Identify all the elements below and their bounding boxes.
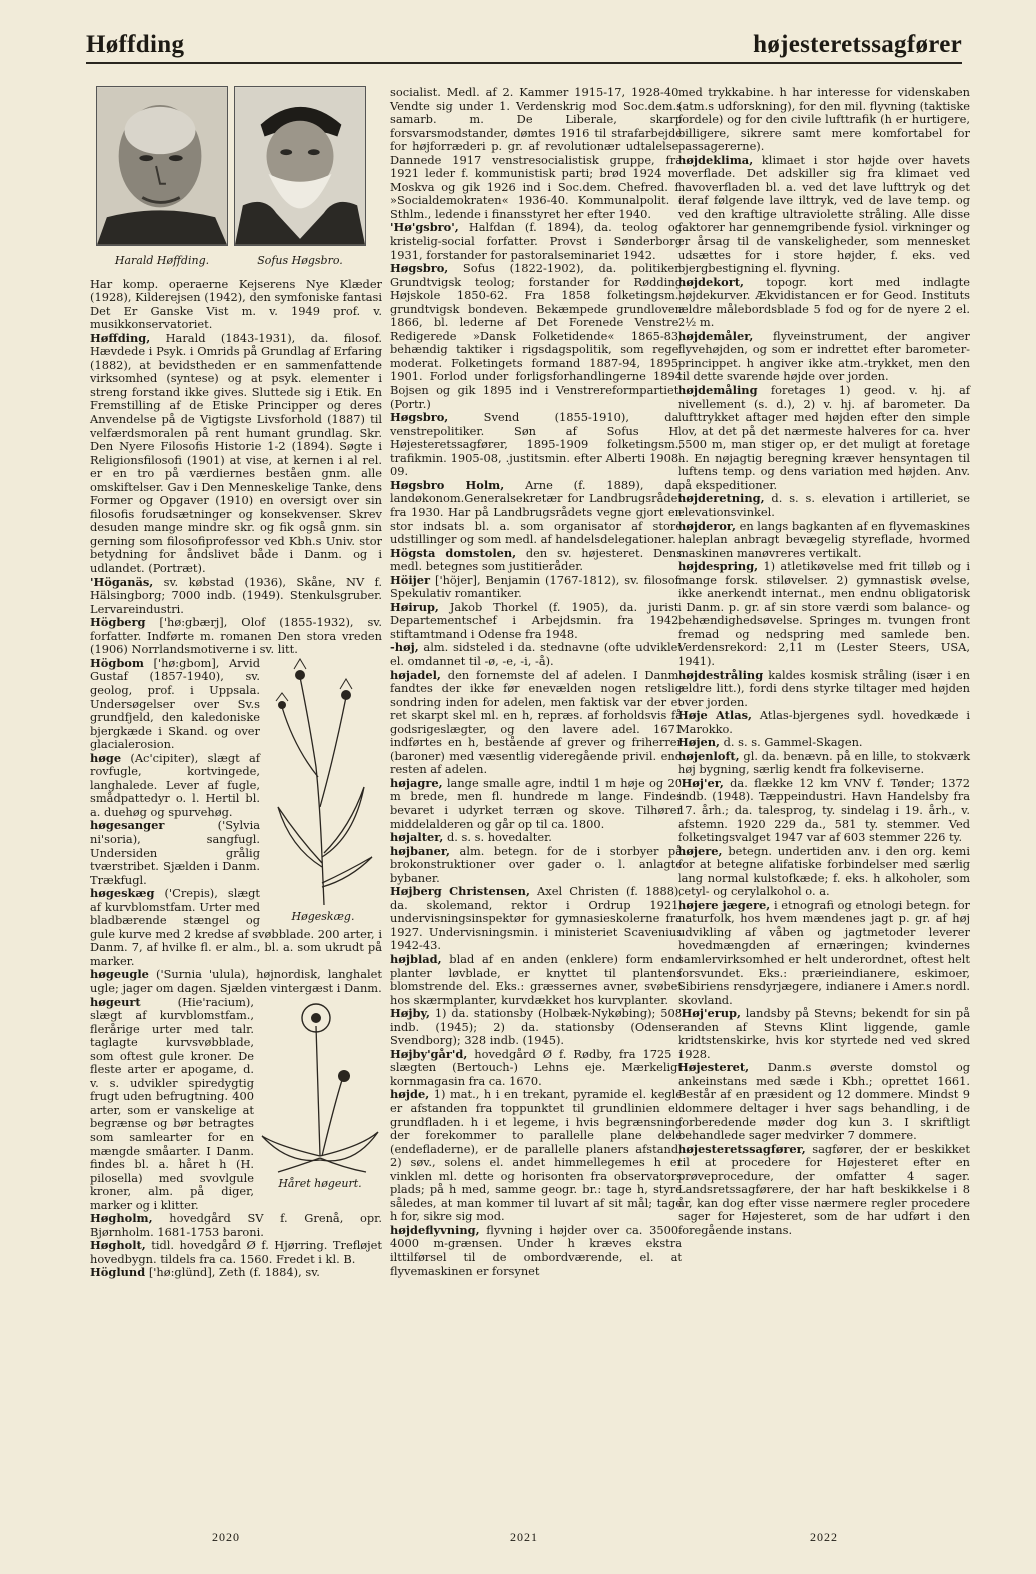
entry bbox=[678, 154, 970, 276]
portrait-row bbox=[96, 86, 366, 268]
entry bbox=[678, 669, 970, 710]
entry-headword: Højesteret, bbox=[678, 1060, 750, 1075]
entry-text: flyvning i højder over ca. 3500-4000 m-grænsen. Under h kræves ekstra ilttilførsel til de ombordværende, el. at flyvemaskinen er forsynet bbox=[390, 1222, 682, 1278]
entry-text: ('Sylvia ni'soria), sangfugl. Undersiden grålig tværstribet. Sjælden i Danm. Trækfugl. bbox=[90, 818, 260, 887]
entry-headword: højdespring, bbox=[678, 559, 759, 574]
entry-headword: Høirup, bbox=[390, 599, 439, 614]
entry-text: lange smalle agre, indtil 1 m høje og 20 m brede, men fl. hundrede m lange. Findes bevaret i udyrket terræn og skove. Tilhører middelalderen og går op til ca. 1800. bbox=[390, 775, 683, 831]
entry-headword: Højby, bbox=[390, 1006, 430, 1021]
entry-text: d. s. s. hovedalter. bbox=[446, 830, 552, 845]
entry bbox=[678, 777, 970, 845]
page-number-left: 2020 bbox=[212, 1530, 240, 1544]
entry-headword: høgeskæg bbox=[90, 886, 155, 901]
entry bbox=[678, 1007, 970, 1061]
column-2 bbox=[390, 86, 682, 1278]
entry-text: Arne (f. 1889), da. landøkonom.Generalsekretær for Landbrugsrådet fra 1930. Har på Landbrugsrådets vegne gjort en stor indsats bl. a. som organisator af store udstillinger og som medl. af handelsdelegationer. bbox=[390, 477, 682, 547]
entry-headword: højdemåling bbox=[678, 383, 758, 398]
entry-text: Svend (1855-1910), da. venstrepolitiker. Søn af Sofus H. Højesteretssagfører, 1895-1909 folketingsm., trafikmin. 1905-08, .justitsmin. efter Alberti 1908-09. bbox=[390, 410, 682, 479]
entry-headword: højdekort, bbox=[678, 274, 744, 289]
entry-text: topogr. kort med indlagte højdekurver. Ækvidistancen er for Geod. Instituts ældre målebordsblade 5 fod og for de nyere 2 el. 2½ m. bbox=[678, 274, 970, 330]
header-left-word: Høffding bbox=[86, 31, 185, 58]
entry bbox=[390, 831, 682, 845]
header-right-word: højesteretssagfører bbox=[753, 31, 962, 58]
entry bbox=[390, 547, 682, 574]
entry-headword: Høgsbro, bbox=[390, 410, 449, 425]
entry-text: da. flække 12 km VNV f. Tønder; 1372 indb. (1948). Tæppeindustri. Havn Handelsby fra 17. årh.; da. talesprog, ty. sindelag i 19. årh., v. afstemn. 1920 229 da., 581 ty. stemmer. Ved folketingsvalget 1947 var af 603 stemmer 226 ty. bbox=[678, 775, 970, 845]
entry-text: den sv. højesteret. Dens medl. betegnes som justitieråder. bbox=[390, 545, 682, 574]
column-3 bbox=[678, 86, 970, 1237]
entry-headword: Högbom bbox=[90, 655, 144, 670]
entry-headword: 'Hø'gsbro', bbox=[390, 220, 459, 235]
entry-headword: høgesanger bbox=[90, 818, 165, 833]
entry-text: Halfdan (f. 1894), da. teolog og kristelig-social forfatter. Provst i Sønderborg 1931, forstander for pastoralseminariet 1942. bbox=[390, 220, 682, 262]
entry-text: ['hø:gbom], Arvid Gustaf (1857-1940), sv. geolog, prof. i Uppsala. Undersøgelser over Sv.s grundfjeld, den kaledoniske bjergkæde i Skand. og over glacialerosion. bbox=[90, 655, 260, 752]
entry-headword: 'Høj'erup, bbox=[678, 1006, 741, 1021]
entry-headword: højenloft, bbox=[678, 748, 740, 763]
entry-text: (Ac'cipiter), slægt af rovfugle, kortvingede, langhalede. Lever af fugle, smådpattedyr o. l. Hertil bl. a. duehøg og spurvehøg. bbox=[90, 750, 261, 819]
entry-headword: Högberg bbox=[90, 615, 146, 630]
entry-headword: Højby'går'd, bbox=[390, 1046, 468, 1061]
entry-headword: højdestråling bbox=[678, 667, 764, 682]
entry-text: hovedgård SV f. Grenå, opr. Bjørnholm. 1681-1753 baroni. bbox=[90, 1211, 382, 1239]
entry bbox=[678, 520, 970, 561]
entry-text: alm. sidsteled i da. stednavne (ofte udviklet el. omdannet til -ø, -e, -i, -å). bbox=[390, 640, 683, 668]
hogeskaeg-caption: Høgeskæg. bbox=[291, 910, 355, 924]
entry bbox=[90, 1212, 382, 1239]
entry-headword: højdemåler, bbox=[678, 328, 754, 343]
entry-text: tidl. hovedgård Ø f. Hjørring. Trefløjet hovedbygn. tildels fra ca. 1560. Fredet i kl. B. bbox=[90, 1238, 383, 1266]
entry-text: d. s. s. Gammel-Skagen. bbox=[723, 735, 863, 750]
entry-headword: højderetning, bbox=[678, 491, 765, 506]
entry-text: alm. betegn. for de i storbyer på brokonstruktioner over gader o. l. anlagte bybaner. bbox=[390, 843, 682, 885]
entry-headword: Höijer bbox=[390, 572, 431, 587]
entry-headword: høgeugle bbox=[90, 967, 149, 982]
entry bbox=[678, 1061, 970, 1142]
entry bbox=[390, 1048, 682, 1089]
entry-text: sv. købstad (1936), Skåne, NV f. Hälsingborg; 7000 indb. (1949). Stenkulsgruber. Lervareindustri. bbox=[90, 574, 382, 616]
entry-headword: Høgsbro Holm, bbox=[390, 477, 505, 492]
entry-headword: højbaner, bbox=[390, 843, 451, 858]
entry-headword: højere jægere, bbox=[678, 897, 771, 912]
entry-headword: højdeklima, bbox=[678, 152, 754, 167]
entry bbox=[390, 845, 682, 886]
portrait-hoffding bbox=[96, 86, 228, 268]
entry-headword: høgeurt bbox=[90, 994, 141, 1009]
entry bbox=[390, 411, 682, 479]
entry-text: kaldes kosmisk stråling (især i en ældre litt.), fordi dens styrke tiltager med højden over jorden. bbox=[678, 667, 970, 709]
entry-text: ('Crepis), slægt af kurvblomstfam. Urter med bladbærende stængel og gule kurve med 2 kredse af svøbblade. 200 arter, i Danm. 7, af hvilke fl. er alm., bl. a. som ukrudt på marker. bbox=[90, 886, 382, 968]
entry bbox=[678, 276, 970, 330]
entry-text: d. s. s. elevation i artilleriet, se elevationsvinkel. bbox=[678, 491, 970, 519]
entry-text: ['hø:glünd], Zeth (f. 1884), sv. bbox=[148, 1265, 320, 1280]
running-header bbox=[86, 24, 962, 64]
entry-text: blad af en anden (enklere) form end planter løvblade, er knyttet til plantens blomstrende del. Eks.: græssernes avner, svøbet hos skærmplanter, kurvdækket hos kurvplanter. bbox=[390, 952, 682, 1007]
entry-text: gl. da. benævn. på en lille, to stokværk høj bygning, særlig kendt fra folkeviserne. bbox=[678, 748, 970, 777]
entry-headword: Høffding, bbox=[90, 330, 151, 345]
entry-headword: Højen, bbox=[678, 735, 720, 750]
entry-text: Danm.s øverste domstol og ankeinstans med sæde i Kbh.; oprettet 1661. Består af en præsident og 12 dommere. Mindst 9 dommere deltager i hver sags behandling, i de forberedende møder dog kun 3. I skriftligt behandlede sager medvirker 7 dommere. bbox=[678, 1060, 970, 1143]
entry bbox=[390, 1224, 682, 1278]
entry-headword: Høgsbro, bbox=[390, 261, 449, 276]
entry-headword: 'Höganäs, bbox=[90, 574, 154, 589]
entry bbox=[90, 1266, 382, 1280]
entry-headword: Høgholt, bbox=[90, 1238, 146, 1253]
entry-text: 1) da. stationsby (Holbæk-Nykøbing); 508 indb. (1945); 2) da. stationsby (Odense-Svendborg); 328 indb. (1945). bbox=[390, 1006, 682, 1048]
illustration-hogeurt bbox=[258, 996, 382, 1191]
entry-headword: -høj, bbox=[390, 640, 419, 655]
entry-headword: højagre, bbox=[390, 775, 443, 790]
entry bbox=[390, 86, 682, 221]
entry-text: hovedgård Ø f. Rødby, fra 1725 i slægten (Bertouch-) Lehns eje. Mærkeligt kornmagasin fra ca. 1670. bbox=[390, 1046, 683, 1088]
entry bbox=[678, 709, 970, 736]
entry bbox=[390, 479, 682, 547]
entry bbox=[390, 885, 682, 953]
entry-text: 1) mat., h i en trekant, pyramide el. kegle er afstanden fra toppunktet til grundlinien el. grundfladen. h i et legeme, i hvis begrænsning der forekommer to parallelle plane dele (endefladerne), er de parallelle planers afstand; 2) søv., solens el. andet himmellegemes h er vinklen ml. dette og horisonten fra observators plads; på h med, samme geogr. br.: tage h, styre således, at man kommer til luvart af sit mål; tage h for, sikre sig mod. bbox=[390, 1087, 682, 1224]
entry-text: Harald (1843-1931), da. filosof. Hævdede i Psyk. i Omrids på Grundlag af Erfaring (1882), at bevidstheden er en sammenfattende virksomhed (syntese) og at psyk. elementer i streng forstand ikke gives. Sluttede sig i Etik. En Fremstilling af de Etiske Principper og deres Anvendelse på de Vigtigste Livsforhold (1887) til velfærdsmoralen på rent humant grundlag. Skr. Den Nyere Filosofis Historie 1-2 (1894). Søgte i Religionsfilosofi (1901) at vise, at kernen i al rel. er en tro på værdiernes beståen gnm. alle omskiftelser. Gav i Den Menneskelige Tanke, dens Former og Opgaver (1910) en oversigt over sin filosofis forudsætninger og konsekvenser. Skrev desuden mange mindre skr. og fik også gnm. sin gerning som filosofiprofessor ved Kbh.s Univ. stor betydning for åndslivet både i Danm. og i udlandet. (Portræt). bbox=[90, 330, 382, 576]
entry bbox=[678, 492, 970, 519]
entry bbox=[678, 560, 970, 668]
entry bbox=[678, 86, 970, 154]
entry bbox=[678, 330, 970, 384]
entry bbox=[90, 332, 382, 576]
entry-text: flyveinstrument, der angiver flyvehøjden, og som er indrettet efter barometer-princippet. h angiver ikke atm.-trykket, men den til dette svarende højde over jorden. bbox=[678, 328, 970, 384]
column-1 bbox=[90, 86, 382, 1280]
entry bbox=[678, 899, 970, 1007]
entry-text: ['höjer], Benjamin (1767-1812), sv. filosof. Spekulativ romantiker. bbox=[390, 572, 683, 601]
entry-text: ['hø:gbærj], Olof (1855-1932), sv. forfatter. Indførte m. romanen Den stora vreden (1906) Norrlandsmotiverne i sv. litt. bbox=[90, 615, 382, 657]
entry-headword: højderor, bbox=[678, 518, 736, 533]
entry bbox=[90, 616, 382, 657]
entry bbox=[678, 1143, 970, 1238]
entry-text: sagfører, der er beskikket til at procedere for Højesteret efter en prøveprocedure, der omfatter 4 sager. Landsretssagførere, der har haft beskikkelse i 8 år, kan dog efter visse nærmere regler procedere sager for Højesteret, som de har udført i den foregående instans. bbox=[678, 1141, 970, 1237]
page-number-right: 2022 bbox=[810, 1530, 838, 1544]
portrait-hogsbro bbox=[234, 86, 366, 268]
entry-headword: højere, bbox=[678, 843, 723, 858]
entry-text: landsby på Stevns; bekendt for sin på randen af Stevns Klint liggende, gamle kridtstenskirke, hvis kor styrtede ned ved skred 1928. bbox=[678, 1006, 971, 1061]
entry bbox=[678, 750, 970, 777]
portrait-hoffding-image bbox=[96, 86, 228, 246]
entry bbox=[678, 845, 970, 899]
entry-headword: Høje Atlas, bbox=[678, 708, 752, 723]
entry-headword: høge bbox=[90, 750, 122, 765]
entry bbox=[390, 1088, 682, 1223]
entry bbox=[678, 384, 970, 492]
entry bbox=[390, 641, 682, 668]
entry-text: socialist. Medl. af 2. Kammer 1915-17, 1928-40. Vendte sig under 1. Verdenskrig mod Soc.dem.s samarb. m. De Liberale, skarp forsvarsmodstander, dømtes 1916 til strafarbejde for højforræderi p. gr. af revolutionær udtalelse. Dannede 1917 venstresocialistisk gruppe, fra 1921 leder f. kommunistisk parti; brød 1924 m. Moskva og gik 1926 ind i Soc.dem. Chefred. f. »Socialdemokraten« 1936-40. Kommunalpolit. i Sthlm., ledende i finansstyret her efter 1940. bbox=[390, 85, 682, 221]
entry bbox=[90, 1239, 382, 1266]
entry-text: den fornemste del af adelen. I Danm. fandtes der ikke før enevælden nogen retslig sondring inden for adelen, men faktisk var der et ret skarpt skel ml. en h, repræs. af forholdsvis få godsrigeslægter, og den lavere adel. 1671 indførtes en h, bestående af grever og friherrer (baroner) med væsentlig videregående privil. end resten af adelen. bbox=[390, 667, 683, 777]
entry-headword: højde, bbox=[390, 1087, 430, 1102]
entry-text: (Hie'racium), slægt af kurvblomstfam., flerårige urter med talr. taglagte kurvsvøbblade, som oftest gule kroner. De fleste arter er apogame, d. v. s. udvikler spiredygtig frugt uden befrugtning. 400 arter, som er vanskelige at begrænse og bør betragtes som samlearter for en mængde småarter. I Danm. findes bl. a. håret h (H. pilosella) med svovlgule kroner, alm. på diger, marker og i klitter. bbox=[90, 994, 254, 1212]
entry-text: betegn. undertiden anv. i den org. kemi for at betegne alifatiske forbindelser med særlig lang normal kulstofkæde; f. eks. h alkoholer, som cetyl- og cerylalkohol o. a. bbox=[678, 843, 970, 899]
entry-text: klimaet i stor højde over havets overflade. Det adskiller sig fra klimaet ved havoverfladen bl. a. ved det lave lufttryk og det deraf følgende lave ilttryk, ved de lave temp. og ved den kraftige ultraviolette stråling. Alle disse faktorer har gennemgribende fysiol. virkninger og er årsag til de vanskeligheder, som mennesket udsættes for i store højder, f. eks. ved bjergbestigning el. flyvning. bbox=[678, 152, 970, 276]
entry bbox=[390, 574, 682, 601]
entry-text: Sofus (1822-1902), da. politiker. Grundtvigsk teolog; forstander for Rødding Højskole 1850-62. Fra 1858 folketingsm., grundtvigsk bondeven. Bekæmpede grundloven 1866, bl. lederne af Det Forenede Venstre. Redigerede »Dansk Folketidende« 1865-83; behændig taktiker i rigsdagspolitik, som regel moderat. Folketingets formand 1887-94, 1895-1901. Forlod under forligsforhandlingerne 1894 Bojsen og gik 1895 ind i Venstrereformpartiet. (Portr.) bbox=[390, 261, 682, 411]
entry bbox=[90, 576, 382, 617]
entry-headword: højdeflyvning, bbox=[390, 1222, 480, 1237]
entry-text: en langs bagkanten af en flyvemaskines haleplan anbragt bevægelig styreflade, hvormed maskinen manøvreres vertikalt. bbox=[678, 518, 971, 560]
entry bbox=[390, 262, 682, 411]
entry-text: Har komp. operaerne Kejserens Nye Klæder (1928), Kilderejsen (1942), den symfoniske fantasi Det Er Ganske Vist m. v. 1949 prof. v. musikkonservatoriet. bbox=[90, 276, 382, 332]
entry-text: 1) atletikøvelse med frit tilløb og i mange forsk. stiløvelser. 2) gymnastisk øvelse, ikke anerkendt internat., men endnu obligatorisk i Danm. p. gr. af sin store værdi som balance- og behændighedsøvelse. Springes m. tvungen front fremad og nedspring med samlede ben. Verdensrekord: 2,11 m (Lester Steers, USA, 1941). bbox=[678, 559, 971, 668]
entry-text: ('Surnia 'ulula), højnordisk, langhalet ugle; jager om dagen. Sjælden vintergæst i Danm. bbox=[90, 967, 382, 995]
hogeskaeg-drawing bbox=[264, 657, 382, 907]
portrait-hoffding-caption: Harald Høffding. bbox=[114, 254, 210, 267]
hogeurt-caption: Håret høgeurt. bbox=[278, 1177, 362, 1191]
entry-text: Atlas-bjergenes sydl. hovedkæde i Marokko. bbox=[678, 708, 970, 736]
entry-headword: højadel, bbox=[390, 667, 441, 682]
entry-headword: Höglund bbox=[90, 1265, 146, 1280]
entry bbox=[90, 968, 382, 995]
entry-headword: 'Høj'er, bbox=[678, 775, 724, 790]
entry-text: med trykkabine. h har interesse for videnskaben (atm.s udforskning), for den mil. flyvning (taktiske fordele) og for den civile lufttrafik (h er hurtigere, billigere, sikrere samt mere komfortabel for passagererne). bbox=[678, 85, 970, 154]
portrait-hogsbro-image bbox=[234, 86, 366, 246]
illustration-hogeskaeg bbox=[264, 657, 382, 924]
entry bbox=[390, 601, 682, 642]
entry-text: foretages 1) geod. v. hj. af nivellement (s. d.), 2) v. hj. af barometer. Da lufttrykket aftager med højden efter den simple lov, at det på det nærmeste halveres for ca. hver 5500 m, man stiger op, er det muligt at foretage h. En nøjagtig beregning kræver hensyntagen til luftens temp. og dens variation med højden. Anv. på ekspeditioner. bbox=[678, 383, 970, 492]
entry-headword: højalter, bbox=[390, 830, 444, 845]
portrait-hogsbro-caption: Sofus Høgsbro. bbox=[257, 254, 343, 267]
entry-text: i etnografi og etnologi betegn. for naturfolk, hos hvem mændenes jagt p. gr. af høj udvikling af våben og jagtmetoder leverer hovedmængden af ernæringen; kvindernes samlervirksomhed er helt underordnet, oftest helt forsvundet. Eks.: prærieindianere, eskimoer, Sibiriens rensdyrjægere, indianere i Amer.s nordl. skovland. bbox=[678, 897, 970, 1007]
hogeurt-drawing bbox=[258, 996, 382, 1174]
entry-text: Jakob Thorkel (f. 1905), da. jurist. Departementschef i Arbejdsmin. fra 1942, stiftamtmand i Odense fra 1948. bbox=[390, 599, 682, 641]
entry-headword: Högsta domstolen, bbox=[390, 545, 517, 560]
entry-headword: Høgholm, bbox=[90, 1211, 153, 1226]
entry-headword: Højberg Christensen, bbox=[390, 884, 530, 899]
entry bbox=[678, 736, 970, 750]
entry bbox=[90, 278, 382, 332]
page-number-middle: 2021 bbox=[510, 1530, 538, 1544]
entry-headword: højblad, bbox=[390, 952, 442, 966]
entry-headword: højesteretssagfører, bbox=[678, 1141, 806, 1156]
entry bbox=[390, 1007, 682, 1048]
entry bbox=[390, 953, 682, 1007]
entry-text: Axel Christen (f. 1888), da. skolemand, rektor i Ordrup 1921, undervisningsinspektør for gymnasieskolerne fra 1927. Undervisningsmin. i ministeriet Scavenius 1942-43. bbox=[390, 884, 683, 953]
entry bbox=[390, 669, 682, 777]
entry bbox=[390, 777, 682, 831]
entry bbox=[390, 221, 682, 262]
